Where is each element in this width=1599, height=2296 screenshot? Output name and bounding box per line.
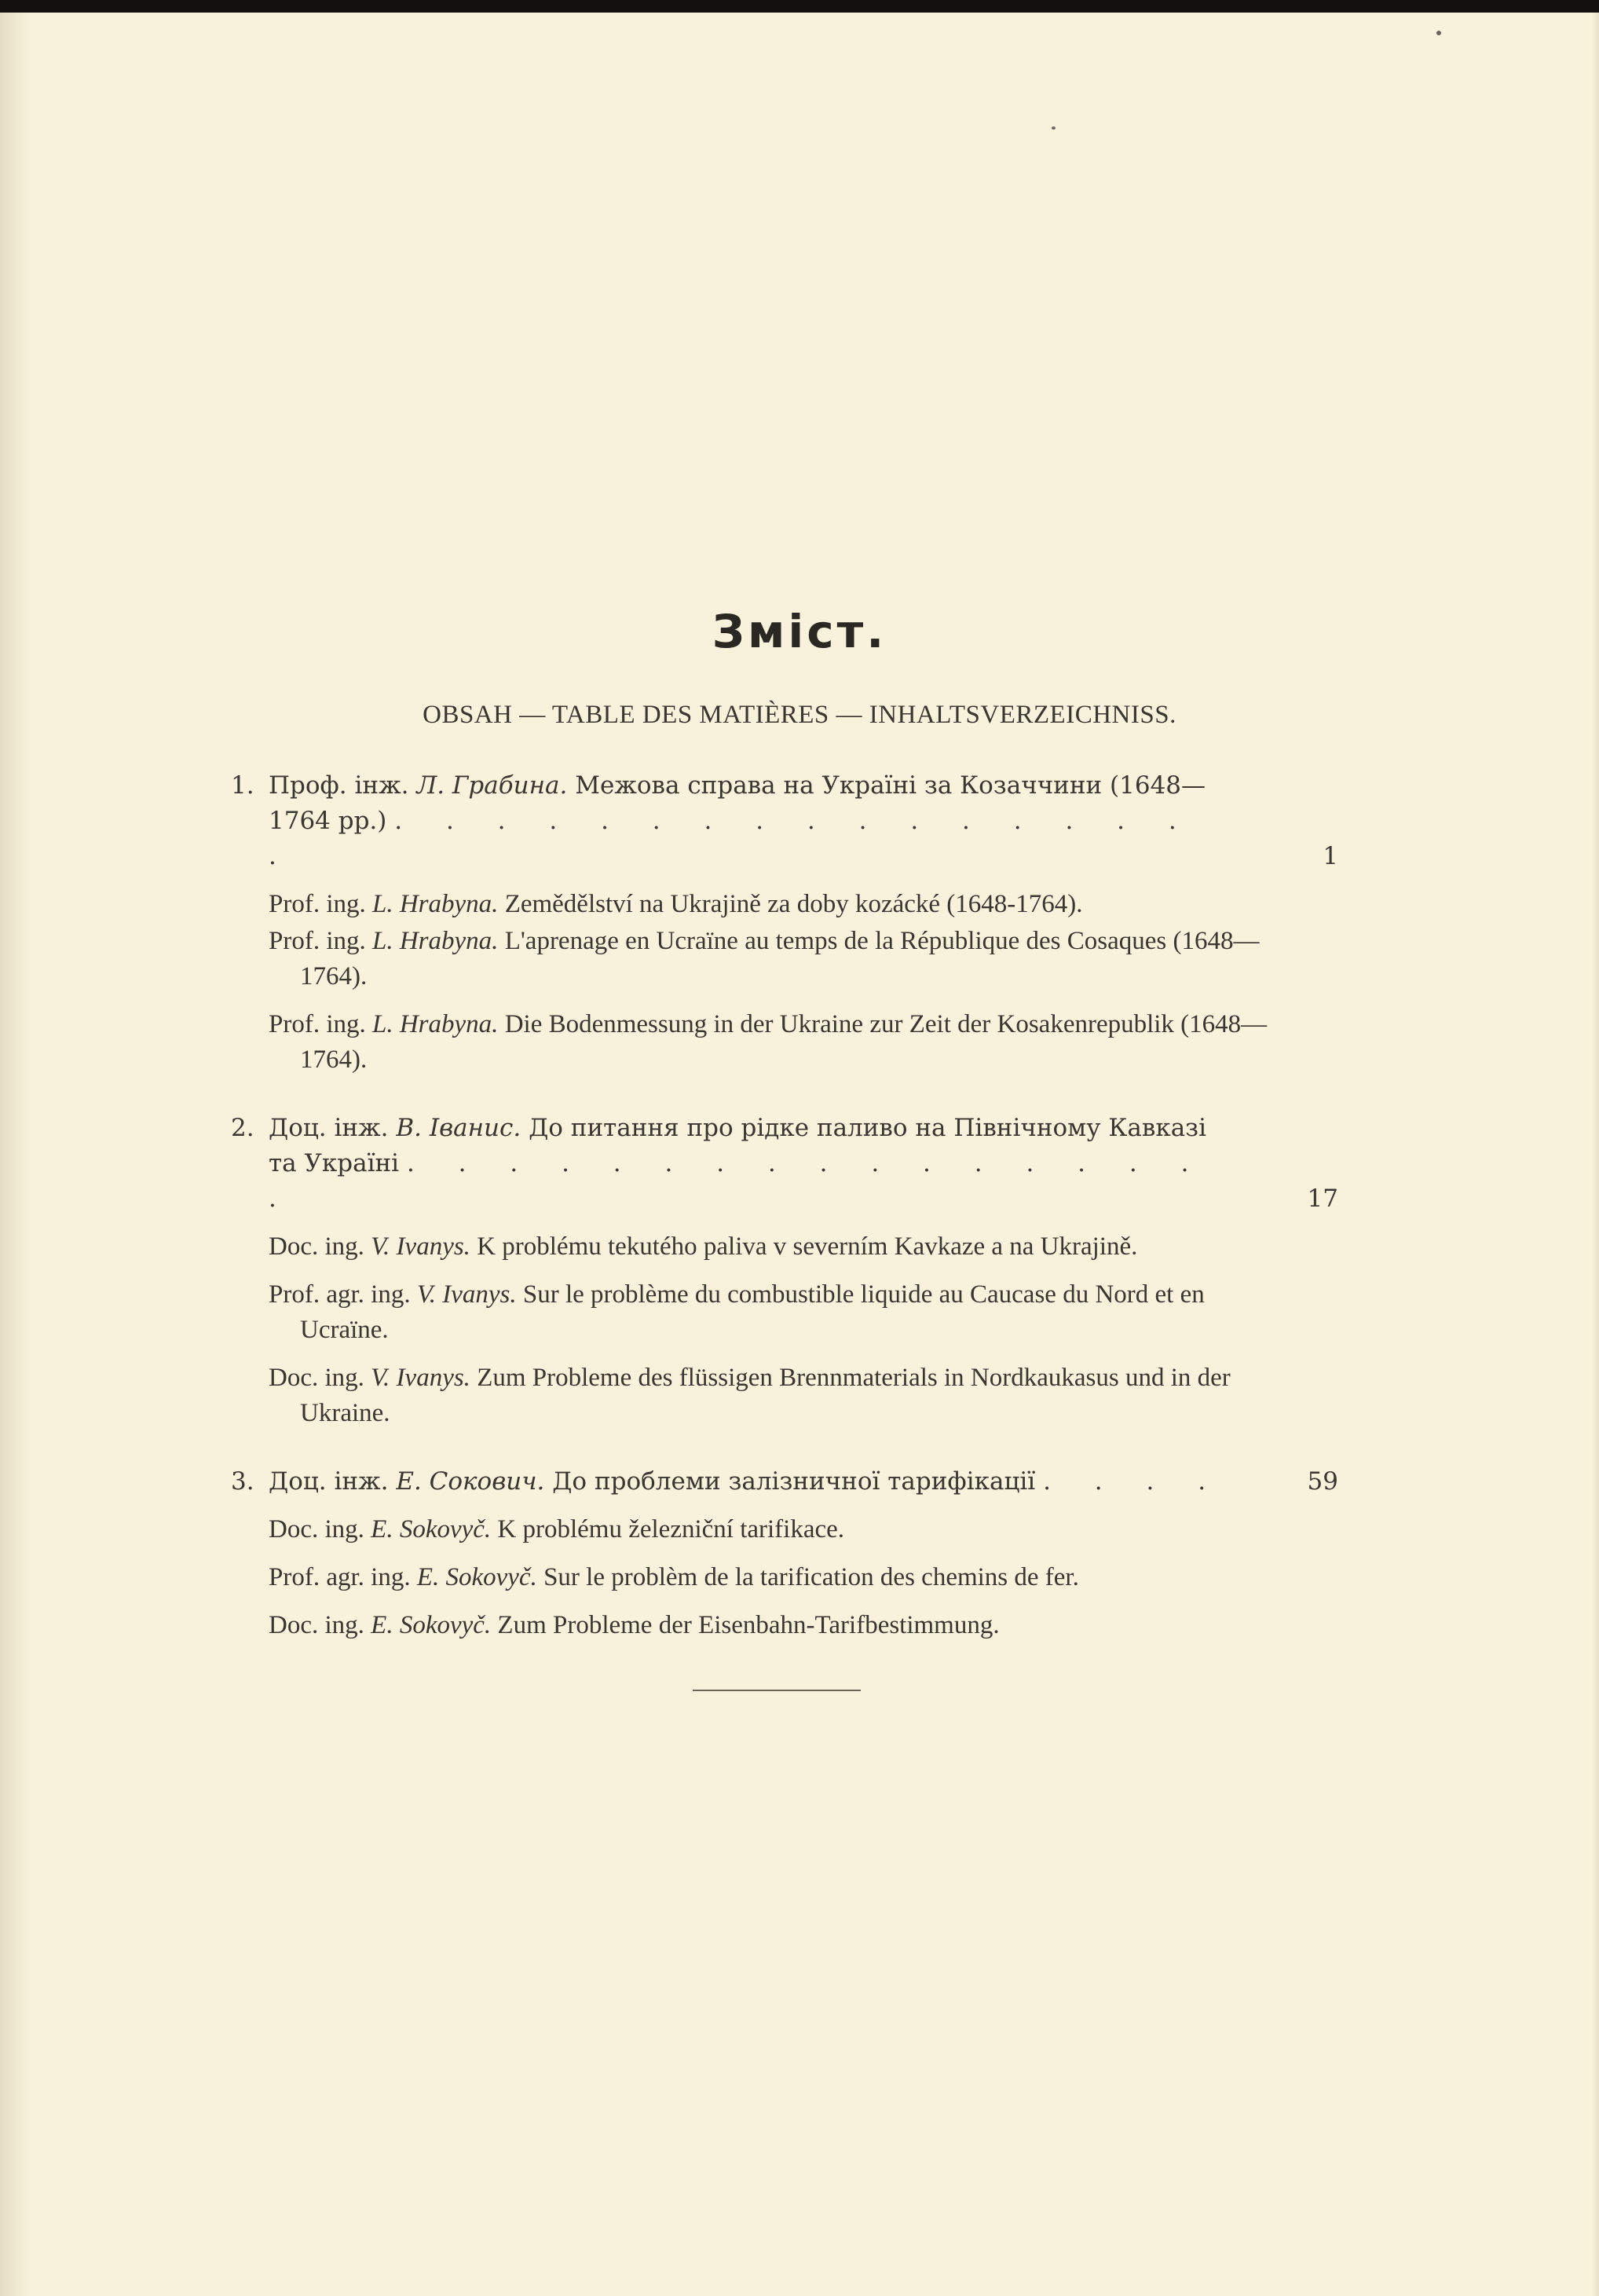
entry-number: 1. (231, 771, 254, 800)
translation-author: L. Hrabyna. (372, 890, 499, 918)
translation-prefix: Doc. ing. (269, 1364, 364, 1392)
dot-leader: . . . . . . . . . . . . . . . . . (269, 1149, 1207, 1213)
paper-speck (1052, 126, 1056, 130)
closing-rule (693, 1690, 861, 1691)
entry-title: Межова справа на Україні за Козаччини (1648— (575, 771, 1206, 800)
translation-author: E. Sokovyč. (416, 1563, 537, 1591)
translation-text: Die Bodenmessung in der Ukraine zur Zeit der Kosakenrepublik (1648—1764). (300, 1010, 1268, 1074)
translation-prefix: Doc. ing. (269, 1611, 364, 1639)
translation-text: Sur le problème du combustible liquide au Caucase du Nord et en Ucraïne. (300, 1280, 1205, 1344)
page-title: Зміст. (712, 605, 887, 658)
translation-french (269, 1277, 1291, 1348)
toc-entry-3[interactable] (231, 1464, 1338, 1643)
toc-entry-1[interactable] (231, 768, 1338, 1078)
dot-leader: . . . . (1043, 1467, 1224, 1496)
toc-entry-main (231, 768, 1338, 874)
translation-prefix: Doc. ing. (269, 1515, 364, 1543)
page-number: 59 (1307, 1467, 1338, 1496)
translation-german (269, 1360, 1291, 1431)
translation-author: V. Ivanys. (371, 1232, 470, 1261)
page-top-edge (0, 0, 1599, 13)
translation-text: L'aprenage en Ucraïne au temps de la République des Cosaques (1648—1764). (300, 927, 1260, 991)
toc-entry-main (231, 1111, 1338, 1217)
entry-number: 2. (231, 1114, 254, 1142)
translation-czech (269, 1512, 1291, 1547)
translation-prefix: Doc. ing. (269, 1232, 364, 1261)
translation-text: Zemědělství na Ukrajině za doby kozácké (1648-1764). (504, 890, 1083, 918)
page-subtitle: OBSAH — TABLE DES MATIÈRES — INHALTSVERZEICHNISS. (423, 701, 1176, 729)
page-number: 17 (1307, 1185, 1338, 1213)
translation-prefix: Prof. agr. ing. (269, 1280, 411, 1309)
toc-entry-main (231, 1464, 1338, 1500)
dot-leader: . . . . . . . . . . . . . . . . . (269, 807, 1195, 870)
translation-prefix: Prof. ing. (269, 1010, 366, 1038)
translation-author: E. Sokovyč. (371, 1515, 492, 1543)
page-spine-shadow (0, 13, 30, 2296)
page-right-edge (1591, 13, 1599, 2296)
translation-czech (269, 1229, 1291, 1265)
translation-french (269, 924, 1291, 994)
translation-german (269, 1608, 1291, 1643)
translation-text: Zum Probleme der Eisenbahn-Tarifbestimmung. (497, 1611, 1000, 1639)
translation-prefix: Prof. ing. (269, 927, 366, 955)
page-number: 1 (1323, 842, 1338, 870)
translation-author: V. Ivanys. (416, 1280, 517, 1309)
translation-prefix: Prof. ing. (269, 890, 366, 918)
translation-prefix: Prof. agr. ing. (269, 1563, 411, 1591)
entry-number: 3. (231, 1467, 254, 1496)
translation-author: V. Ivanys. (371, 1364, 470, 1392)
translation-text: Zum Probleme des flüssigen Brennmaterials in Nordkaukasus und in der Ukraine. (300, 1364, 1231, 1427)
entry-author: Л. Грабина. (416, 771, 568, 800)
translation-author: E. Sokovyč. (371, 1611, 492, 1639)
translation-french (269, 1560, 1291, 1595)
entry-title-continued: 1764 рр.) (269, 807, 387, 835)
entry-prefix: Доц. інж. (269, 1114, 389, 1142)
translation-text: K problému tekutého paliva v severním Kavkaze a na Ukrajině. (477, 1232, 1138, 1261)
entry-author: Е. Сокович. (396, 1467, 545, 1496)
translation-author: L. Hrabyna. (372, 1010, 499, 1038)
entry-title: До питання про рідке паливо на Північному Кавказі (529, 1114, 1206, 1142)
translation-author: L. Hrabyna. (372, 927, 499, 955)
toc-entry-2[interactable] (231, 1111, 1338, 1431)
entry-prefix: Доц. інж. (269, 1467, 389, 1496)
entry-author: В. Іванис. (396, 1114, 521, 1142)
translation-german (269, 1007, 1291, 1078)
entry-title: До проблеми залізничної тарифікації (552, 1467, 1036, 1496)
translation-text: K problému železniční tarifikace. (497, 1515, 845, 1543)
translation-czech (269, 887, 1291, 922)
table-of-contents (231, 768, 1338, 1643)
entry-prefix: Проф. інж. (269, 771, 409, 800)
entry-title-continued: та Україні (269, 1149, 400, 1177)
translation-text: Sur le problèm de la tarification des chemins de fer. (543, 1563, 1079, 1591)
paper-speck (1436, 31, 1441, 35)
